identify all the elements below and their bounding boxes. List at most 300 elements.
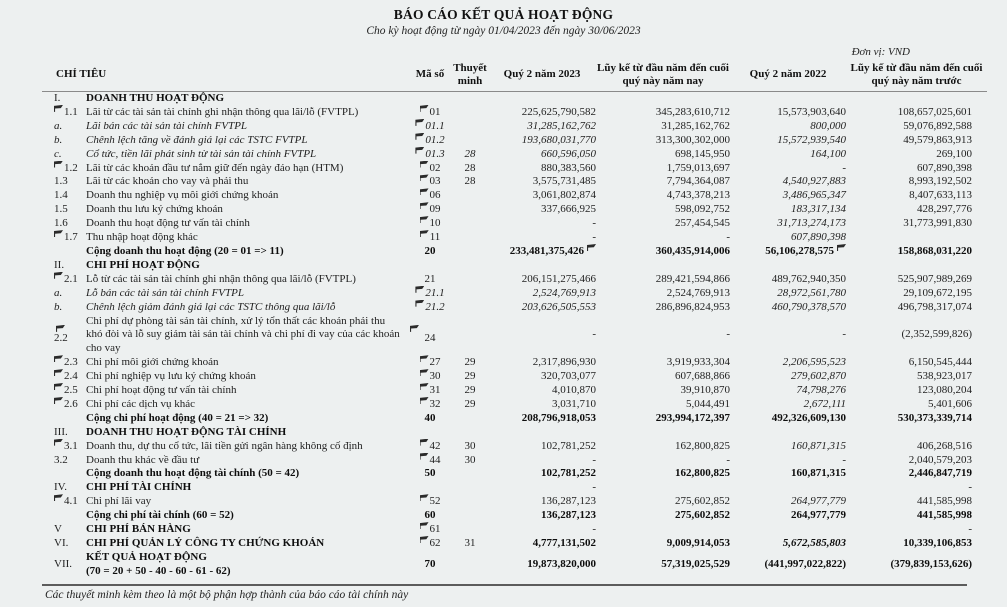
row-value-q2-2023: - xyxy=(592,217,597,230)
row-code: 03 xyxy=(408,175,452,189)
row-value-ytd-2023: 9,009,914,053 xyxy=(666,537,731,549)
row-value-q2-2022: - xyxy=(842,161,847,174)
row-note: 30 xyxy=(464,453,476,466)
row-number: b. xyxy=(54,133,63,146)
table-row xyxy=(42,217,987,231)
row-value-q2-2023: - xyxy=(592,231,597,244)
row-value-ytd-2022: 6,150,545,444 xyxy=(908,356,973,369)
annotation-flag-icon xyxy=(420,202,429,209)
row-value-ytd-2023: 345,283,610,712 xyxy=(655,105,731,118)
annotation-flag-icon xyxy=(54,383,63,390)
row-label: Doanh thu hoạt động tư vấn tài chính xyxy=(86,217,250,230)
row-label: Chi phí dự phòng tài sản tài chính, xử lý tổn thất các khoản phải thu khó đòi và lỗ suy giảm tài sản tài chính và chi phí đi vay của các khoản cho vay xyxy=(86,314,400,355)
row-number: 1.7 xyxy=(42,231,86,245)
annotation-flag-icon xyxy=(420,355,429,362)
row-number: c. xyxy=(54,147,62,160)
row-value-ytd-2023: 313,300,302,000 xyxy=(655,133,731,146)
row-value-q2-2023: 4,010,870 xyxy=(552,384,597,397)
row-value-ytd-2022: 525,907,989,269 xyxy=(897,272,973,285)
row-value-q2-2023: 136,287,123 xyxy=(541,509,597,522)
annotation-flag-icon xyxy=(415,133,424,140)
row-label: Cổ tức, tiền lãi phát sinh từ tài sản tài chính FVTPL xyxy=(86,147,317,160)
row-note: 29 xyxy=(464,370,476,383)
row-value-ytd-2023: - xyxy=(726,453,731,466)
row-value-q2-2023: 208,796,918,053 xyxy=(521,411,597,424)
annotation-flag-icon xyxy=(54,494,63,501)
row-label: CHI PHÍ HOẠT ĐỘNG xyxy=(86,258,200,271)
row-code xyxy=(408,426,452,440)
table-row xyxy=(42,273,987,287)
row-note xyxy=(452,495,488,509)
row-code: 44 xyxy=(408,454,452,468)
row-number: 2.2 xyxy=(42,315,86,357)
row-value-q2-2022: 15,572,939,540 xyxy=(777,133,847,146)
table-row xyxy=(42,287,987,301)
row-number: 1.6 xyxy=(54,217,68,230)
row-label: Lỗ bán các tài sản tài chính FVTPL xyxy=(86,286,244,299)
row-label: Cộng doanh thu hoạt động (20 = 01 => 11) xyxy=(86,244,284,257)
row-value-ytd-2022: - xyxy=(968,481,973,494)
row-label: Cộng chi phí hoạt động (40 = 21 => 32) xyxy=(86,411,269,424)
row-label: Thu nhập hoạt động khác xyxy=(86,231,198,244)
row-value-q2-2023 xyxy=(488,259,596,273)
row-code: 50 xyxy=(424,467,436,480)
table-header xyxy=(42,60,987,92)
row-value-q2-2022: 160,871,315 xyxy=(791,439,847,452)
row-value-ytd-2022: 59,076,892,588 xyxy=(903,119,973,132)
row-note xyxy=(452,189,488,203)
annotation-flag-icon xyxy=(54,272,63,279)
table-row xyxy=(42,245,987,259)
row-number: 1.5 xyxy=(54,203,68,216)
row-value-ytd-2023: 698,145,950 xyxy=(675,147,731,160)
row-value-ytd-2022: 158,868,031,220 xyxy=(897,244,973,257)
row-number: 3.1 xyxy=(42,440,86,454)
row-value-ytd-2022: 2,446,847,719 xyxy=(908,467,973,480)
row-label: Lãi bán các tài sản tài chính FVTPL xyxy=(86,119,248,132)
row-label: Chi phí hoạt động tư vấn tài chính xyxy=(86,384,237,397)
row-value-ytd-2023: 293,994,172,397 xyxy=(655,411,731,424)
row-label: CHI PHÍ BÁN HÀNG xyxy=(86,523,191,536)
row-value-q2-2022 xyxy=(730,523,846,537)
row-value-ytd-2022: 538,923,017 xyxy=(917,370,973,383)
row-value-ytd-2023: - xyxy=(726,231,731,244)
row-label: Doanh thu nghiệp vụ môi giới chứng khoán xyxy=(86,189,279,202)
table-header-row xyxy=(42,60,987,92)
row-value-q2-2022: 4,540,927,883 xyxy=(782,175,847,188)
col-header-note: Thuyết minh xyxy=(453,62,487,87)
row-value-q2-2022: 2,672,111 xyxy=(803,397,847,410)
col-header-item: CHỈ TIÊU xyxy=(56,68,107,81)
row-number: 4.1 xyxy=(42,495,86,509)
row-label: DOANH THU HOẠT ĐỘNG xyxy=(86,92,225,104)
row-code: 31 xyxy=(408,384,452,398)
table-row xyxy=(42,301,987,315)
row-note: 29 xyxy=(464,397,476,410)
row-value-q2-2022 xyxy=(730,481,846,495)
row-note xyxy=(452,231,488,245)
row-code: 27 xyxy=(408,356,452,370)
row-value-q2-2022: 56,106,278,575 xyxy=(730,245,846,259)
row-note xyxy=(452,412,488,426)
row-note xyxy=(452,106,488,120)
row-value-ytd-2022: 441,585,998 xyxy=(917,495,973,508)
row-value-q2-2023: 136,287,123 xyxy=(541,495,597,508)
annotation-flag-icon xyxy=(420,188,429,195)
row-value-ytd-2023: 360,435,914,006 xyxy=(655,244,731,257)
row-value-q2-2023: 880,383,560 xyxy=(541,161,597,174)
row-value-q2-2023: - xyxy=(592,481,597,494)
row-value-q2-2022: 3,486,965,347 xyxy=(782,189,847,202)
row-value-q2-2023: 19,873,820,000 xyxy=(527,557,597,570)
row-value-q2-2023: 31,285,162,762 xyxy=(527,119,597,132)
table-row xyxy=(42,370,987,384)
row-value-q2-2022: 15,573,903,640 xyxy=(777,105,847,118)
row-value-ytd-2022: 496,798,317,074 xyxy=(897,300,973,313)
table-row xyxy=(42,398,987,412)
row-number xyxy=(42,467,86,481)
row-label: KẾT QUẢ HOẠT ĐỘNG (70 = 20 + 50 - 40 - 60 - 61 - 62) xyxy=(86,550,231,577)
col-header-ytd-2023: Lũy kế từ đầu năm đến cuối quý này năm nay xyxy=(597,62,729,87)
annotation-flag-icon xyxy=(54,105,63,112)
row-note xyxy=(452,523,488,537)
annotation-flag-icon xyxy=(420,369,429,376)
row-note: 29 xyxy=(464,356,476,369)
row-value-ytd-2022: 441,585,998 xyxy=(917,509,973,522)
row-label: CHI PHÍ TÀI CHÍNH xyxy=(86,481,192,494)
row-value-ytd-2022: 8,993,192,502 xyxy=(908,175,973,188)
row-value-q2-2023: - xyxy=(592,523,597,536)
row-label: CHI PHÍ QUẢN LÝ CÔNG TY CHỨNG KHOÁN xyxy=(86,537,325,549)
table-row xyxy=(42,315,987,357)
annotation-flag-icon xyxy=(420,105,429,112)
col-header-code: Mã số xyxy=(415,68,445,81)
page-title: BÁO CÁO KẾT QUẢ HOẠT ĐỘNG xyxy=(393,7,614,22)
row-value-q2-2022: 264,977,779 xyxy=(791,495,847,508)
annotation-flag-icon xyxy=(420,453,429,460)
row-value-q2-2022: (441,997,022,822) xyxy=(764,557,847,570)
row-number: 2.6 xyxy=(42,398,86,412)
annotation-flag-icon xyxy=(415,300,424,307)
row-value-ytd-2023: 598,092,752 xyxy=(675,203,731,216)
table-row xyxy=(42,120,987,134)
annotation-flag-icon xyxy=(56,325,65,332)
row-number: 1.3 xyxy=(54,175,68,188)
row-label: Chênh lệch giảm đánh giá lại các TSTC thông qua lãi/lỗ xyxy=(86,300,336,313)
row-number: II. xyxy=(54,258,65,271)
row-value-q2-2023: 3,031,710 xyxy=(552,397,597,410)
row-code: 21.1 xyxy=(408,287,452,301)
annotation-flag-icon xyxy=(420,536,429,543)
row-note xyxy=(452,301,488,315)
table-row xyxy=(42,481,987,495)
row-number: I. xyxy=(54,92,61,104)
row-code: 01.3 xyxy=(408,148,452,162)
annotation-flag-icon xyxy=(54,397,63,404)
row-value-ytd-2023: 162,800,825 xyxy=(675,467,731,480)
row-code: 02 xyxy=(408,162,452,176)
row-code: 11 xyxy=(408,231,452,245)
annotation-flag-icon xyxy=(410,325,419,332)
row-label: Doanh thu, dự thu cổ tức, lãi tiền gửi ngân hàng không cố định xyxy=(86,439,363,452)
row-label: Lãi từ các khoản đầu tư nắm giữ đến ngày đáo hạn (HTM) xyxy=(86,161,344,174)
row-note xyxy=(452,245,488,259)
row-number: 2.3 xyxy=(42,356,86,370)
row-value-q2-2023 xyxy=(488,426,596,440)
row-value-q2-2022: 489,762,940,350 xyxy=(771,272,847,285)
row-value-ytd-2022: 29,109,672,195 xyxy=(903,286,973,299)
row-code: 09 xyxy=(408,203,452,217)
col-header-q2-2022: Quý 2 năm 2022 xyxy=(749,68,827,81)
bottom-rule xyxy=(42,584,967,586)
annotation-flag-icon xyxy=(420,174,429,181)
row-code: 52 xyxy=(408,495,452,509)
row-value-ytd-2022: 123,080,204 xyxy=(917,384,973,397)
row-value-q2-2023: 660,596,050 xyxy=(541,147,597,160)
row-label: Chênh lệch tăng về đánh giá lại các TSTC FVTPL xyxy=(86,133,308,146)
row-number: 1.4 xyxy=(54,189,68,202)
income-statement-table xyxy=(42,60,987,579)
table-row xyxy=(42,509,987,523)
row-value-q2-2023: 4,777,131,502 xyxy=(532,537,597,549)
row-value-q2-2023 xyxy=(488,92,596,106)
table-row xyxy=(42,259,987,273)
table-row xyxy=(42,412,987,426)
row-value-ytd-2023 xyxy=(596,523,730,537)
row-number: VII. xyxy=(54,557,73,570)
row-value-ytd-2022: 428,297,776 xyxy=(917,203,973,216)
row-number: 1.1 xyxy=(42,106,86,120)
row-value-ytd-2022: 607,890,398 xyxy=(917,161,973,174)
row-label: Lỗ từ các tài sản tài chính ghi nhận thông qua lãi/lỗ (FVTPL) xyxy=(86,272,356,285)
row-label: Cộng doanh thu hoạt động tài chính (50 = 42) xyxy=(86,467,300,480)
report-body xyxy=(42,92,987,579)
table-row xyxy=(42,426,987,440)
row-number xyxy=(42,412,86,426)
row-value-ytd-2022 xyxy=(846,231,987,245)
row-value-q2-2022: 460,790,378,570 xyxy=(771,300,847,313)
row-value-q2-2023: 320,703,077 xyxy=(541,370,597,383)
row-value-ytd-2022 xyxy=(846,259,987,273)
row-label: Cộng chi phí tài chính (60 = 52) xyxy=(86,509,234,522)
row-value-ytd-2023: 7,794,364,087 xyxy=(666,175,731,188)
table-row xyxy=(42,495,987,509)
table-row xyxy=(42,467,987,481)
annotation-flag-icon xyxy=(420,397,429,404)
row-value-q2-2022: 160,871,315 xyxy=(791,467,847,480)
row-value-ytd-2022: - xyxy=(968,523,973,536)
row-value-ytd-2023: 275,602,852 xyxy=(675,509,731,522)
row-value-ytd-2022 xyxy=(846,92,987,106)
row-value-ytd-2022: 31,773,991,830 xyxy=(903,217,973,230)
row-value-ytd-2023 xyxy=(596,481,730,495)
annotation-flag-icon xyxy=(420,494,429,501)
row-label: DOANH THU HOẠT ĐỘNG TÀI CHÍNH xyxy=(86,425,287,438)
row-code: 21.2 xyxy=(408,301,452,315)
row-note: 31 xyxy=(464,537,476,549)
row-value-ytd-2022: 5,401,606 xyxy=(928,397,973,410)
row-value-q2-2022: 164,100 xyxy=(810,147,847,160)
row-number xyxy=(42,509,86,523)
row-number: 2.1 xyxy=(42,273,86,287)
row-value-ytd-2022: 2,040,579,203 xyxy=(908,453,973,466)
row-note xyxy=(452,467,488,481)
row-value-q2-2022: 183,317,134 xyxy=(791,203,847,216)
annotation-flag-icon xyxy=(420,161,429,168)
table-row xyxy=(42,106,987,120)
table-row xyxy=(42,356,987,370)
row-number: V xyxy=(54,523,62,536)
row-number: III. xyxy=(54,425,68,438)
table-row xyxy=(42,175,987,189)
table-row xyxy=(42,231,987,245)
annotation-flag-icon xyxy=(415,286,424,293)
row-code: 30 xyxy=(408,370,452,384)
row-value-q2-2023: 2,317,896,930 xyxy=(532,356,597,369)
row-code: 61 xyxy=(408,523,452,537)
row-note: 28 xyxy=(464,175,476,188)
row-code: 20 xyxy=(424,244,436,257)
row-value-ytd-2023: 286,896,824,953 xyxy=(655,300,731,313)
row-number: 2.5 xyxy=(42,384,86,398)
row-note: 28 xyxy=(464,161,476,174)
row-value-q2-2023: - xyxy=(592,453,597,466)
annotation-flag-icon xyxy=(587,244,596,251)
row-value-q2-2022: 74,798,276 xyxy=(796,384,847,397)
table-row xyxy=(42,189,987,203)
row-value-ytd-2022: (379,839,153,626) xyxy=(890,557,973,570)
row-value-ytd-2023: 3,919,933,304 xyxy=(666,356,731,369)
row-note xyxy=(452,217,488,231)
table-row xyxy=(42,523,987,537)
row-note xyxy=(452,426,488,440)
row-note: 28 xyxy=(464,147,476,160)
row-value-q2-2022: 2,206,595,523 xyxy=(782,356,847,369)
row-note xyxy=(452,134,488,148)
row-value-q2-2022: 492,326,609,130 xyxy=(771,411,847,424)
row-code: 42 xyxy=(408,440,452,454)
table-row xyxy=(42,537,987,551)
row-value-q2-2023: 2,524,769,913 xyxy=(532,286,597,299)
row-code: 10 xyxy=(408,217,452,231)
row-code: 70 xyxy=(424,557,436,570)
annotation-flag-icon xyxy=(54,230,63,237)
row-value-ytd-2022: 10,339,106,853 xyxy=(903,537,973,549)
row-value-ytd-2023: 607,688,866 xyxy=(675,370,731,383)
row-note xyxy=(452,551,488,579)
table-row xyxy=(42,384,987,398)
row-value-ytd-2023: 39,910,870 xyxy=(680,384,731,397)
row-value-ytd-2023 xyxy=(596,426,730,440)
row-value-q2-2023: 102,781,252 xyxy=(541,467,597,480)
row-note xyxy=(452,315,488,357)
annotation-flag-icon xyxy=(420,230,429,237)
row-number: 2.4 xyxy=(42,370,86,384)
row-label: Chi phí các dịch vụ khác xyxy=(86,397,196,410)
row-value-q2-2022 xyxy=(730,259,846,273)
row-value-q2-2023: 233,481,375,426 xyxy=(488,245,596,259)
annotation-flag-icon xyxy=(54,355,63,362)
row-label: Lãi từ các tài sản tài chính ghi nhận thông qua lãi/lỗ (FVTPL) xyxy=(86,105,359,118)
row-code: 06 xyxy=(408,189,452,203)
row-label: Chi phí môi giới chứng khoán xyxy=(86,356,219,369)
row-value-ytd-2023: 31,285,162,762 xyxy=(661,119,731,132)
row-value-q2-2022: 800,000 xyxy=(810,119,847,132)
row-value-ytd-2023: 257,454,545 xyxy=(675,217,731,230)
row-number: a. xyxy=(54,286,63,299)
row-value-ytd-2022: 406,268,516 xyxy=(917,439,973,452)
annotation-flag-icon xyxy=(54,161,63,168)
row-note xyxy=(452,120,488,134)
row-number: IV. xyxy=(54,481,67,494)
row-number xyxy=(42,245,86,259)
row-value-q2-2022: 264,977,779 xyxy=(791,509,847,522)
annotation-flag-icon xyxy=(415,119,424,126)
table-row xyxy=(42,454,987,468)
row-number: VI. xyxy=(54,537,69,549)
row-label: Chi phí lãi vay xyxy=(86,495,152,508)
row-value-ytd-2023: 4,743,378,213 xyxy=(666,189,731,202)
table-row xyxy=(42,551,987,579)
row-value-q2-2022: 31,713,274,173 xyxy=(777,217,847,230)
row-note xyxy=(452,481,488,495)
row-label: Doanh thu khác về đầu tư xyxy=(86,453,200,466)
table-row xyxy=(42,440,987,454)
row-number: 3.2 xyxy=(54,453,68,466)
row-value-ytd-2023: - xyxy=(726,328,731,341)
row-code: 32 xyxy=(408,398,452,412)
footer-note: Các thuyết minh kèm theo là một bộ phận hợp thành của báo cáo tài chính này xyxy=(45,588,409,601)
row-note: 30 xyxy=(464,439,476,452)
row-value-ytd-2022: (2,352,599,826) xyxy=(901,328,973,341)
row-value-ytd-2023 xyxy=(596,259,730,273)
row-value-q2-2023: - xyxy=(592,328,597,341)
annotation-flag-icon xyxy=(415,147,424,154)
row-label: Chi phí nghiệp vụ lưu ký chứng khoán xyxy=(86,370,256,383)
annotation-flag-icon xyxy=(837,244,846,251)
row-value-q2-2022: - xyxy=(842,328,847,341)
row-code: 60 xyxy=(424,509,436,522)
unit-label: Đơn vị: VND xyxy=(851,46,910,58)
row-value-q2-2022: - xyxy=(842,453,847,466)
row-value-ytd-2023: 162,800,825 xyxy=(675,439,731,452)
row-code xyxy=(408,259,452,273)
annotation-flag-icon xyxy=(420,383,429,390)
row-value-q2-2022: 279,602,870 xyxy=(791,370,847,383)
row-value-q2-2022: 28,972,561,780 xyxy=(777,286,847,299)
row-value-q2-2022 xyxy=(730,92,846,106)
annotation-flag-icon xyxy=(420,216,429,223)
row-note xyxy=(452,273,488,287)
row-code: 01.2 xyxy=(408,134,452,148)
row-code: 40 xyxy=(424,411,436,424)
row-value-ytd-2023: 57,319,025,529 xyxy=(661,557,731,570)
table-row xyxy=(42,162,987,176)
row-code xyxy=(408,481,452,495)
row-number: b. xyxy=(54,300,63,313)
row-note xyxy=(452,203,488,217)
row-code: 01.1 xyxy=(408,120,452,134)
row-value-q2-2023: 102,781,252 xyxy=(541,439,597,452)
row-value-ytd-2023: 289,421,594,866 xyxy=(655,272,731,285)
row-value-q2-2023: 225,625,790,582 xyxy=(521,105,597,118)
row-number: 1.2 xyxy=(42,162,86,176)
page-subtitle: Cho kỳ hoạt động từ ngày 01/04/2023 đến ngày 30/06/2023 xyxy=(366,25,641,37)
row-value-ytd-2023: 275,602,852 xyxy=(675,495,731,508)
row-value-ytd-2023: 2,524,769,913 xyxy=(666,286,731,299)
table-row xyxy=(42,203,987,217)
row-note xyxy=(452,259,488,273)
